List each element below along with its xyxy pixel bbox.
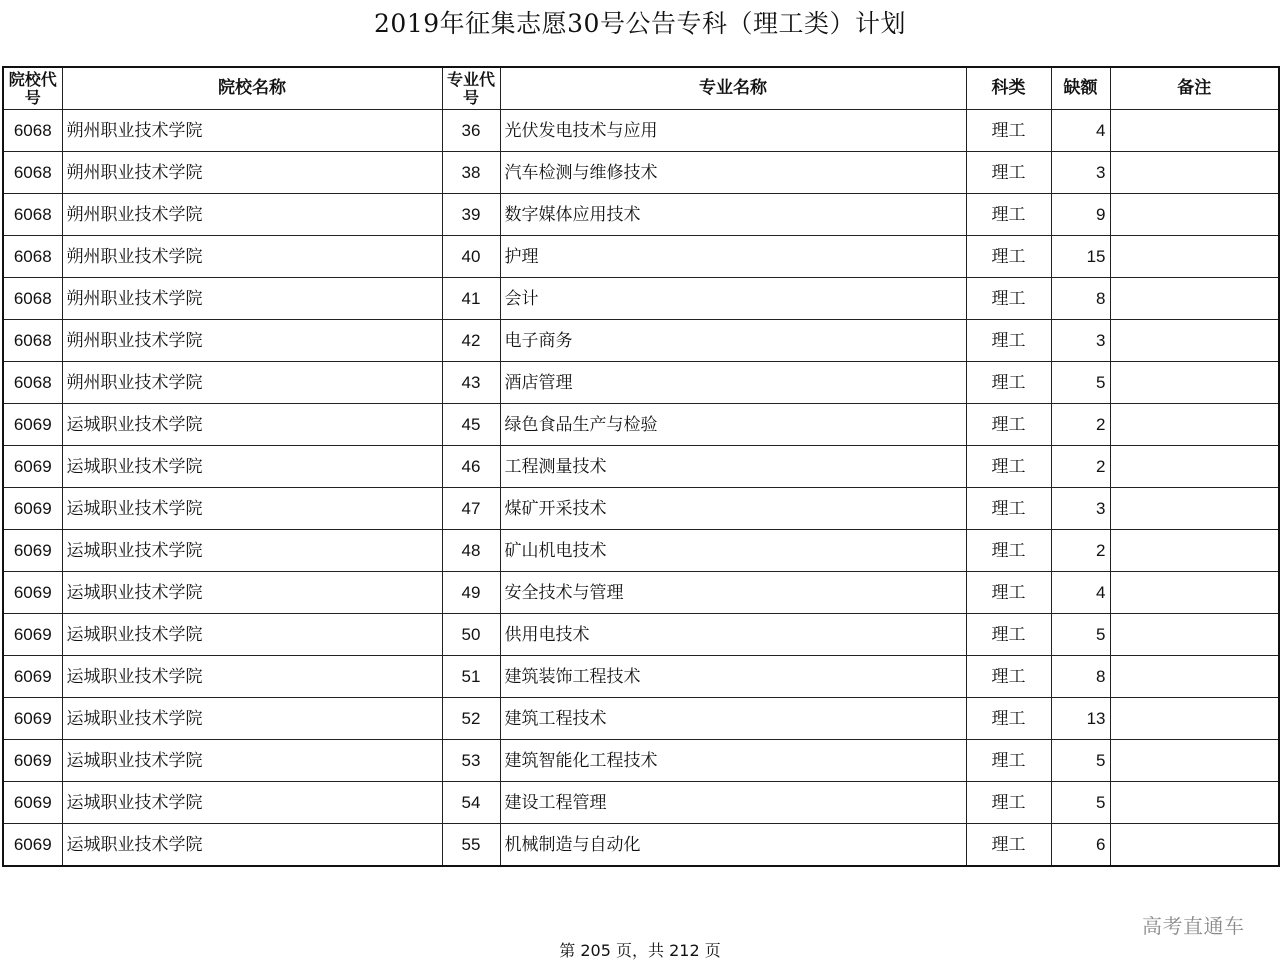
cell-major-name: 建设工程管理: [500, 782, 966, 824]
cell-quota: 5: [1051, 782, 1110, 824]
cell-major-code: 55: [442, 824, 500, 867]
cell-category: 理工: [966, 656, 1051, 698]
cell-major-name: 绿色食品生产与检验: [500, 404, 966, 446]
cell-note: [1110, 278, 1279, 320]
header-major-code: 专业代号: [442, 67, 500, 110]
cell-quota: 2: [1051, 446, 1110, 488]
header-note: 备注: [1110, 67, 1279, 110]
cell-note: [1110, 110, 1279, 152]
page-title: 2019年征集志愿30号公告专科（理工类）计划: [374, 9, 906, 38]
cell-quota: 5: [1051, 740, 1110, 782]
cell-school-name: 运城职业技术学院: [62, 656, 442, 698]
cell-major-name: 机械制造与自动化: [500, 824, 966, 867]
cell-quota: 15: [1051, 236, 1110, 278]
table-row: [3, 152, 1279, 194]
cell-quota: 4: [1051, 572, 1110, 614]
cell-major-code: 39: [442, 194, 500, 236]
cell-category: 理工: [966, 782, 1051, 824]
cell-category: 理工: [966, 530, 1051, 572]
cell-category: 理工: [966, 194, 1051, 236]
cell-note: [1110, 152, 1279, 194]
cell-major-name: 酒店管理: [500, 362, 966, 404]
cell-category: 理工: [966, 320, 1051, 362]
cell-major-name: 矿山机电技术: [500, 530, 966, 572]
cell-category: 理工: [966, 404, 1051, 446]
table-row: [3, 530, 1279, 572]
cell-major-code: 50: [442, 614, 500, 656]
cell-school-name: 运城职业技术学院: [62, 404, 442, 446]
cell-note: [1110, 656, 1279, 698]
watermark: 高考直通车: [1142, 914, 1245, 938]
cell-school-name: 朔州职业技术学院: [62, 152, 442, 194]
cell-quota: 13: [1051, 698, 1110, 740]
cell-note: [1110, 782, 1279, 824]
cell-note: [1110, 362, 1279, 404]
cell-note: [1110, 236, 1279, 278]
table-row: [3, 572, 1279, 614]
cell-school-code: 6069: [3, 782, 62, 824]
cell-school-code: 6069: [3, 446, 62, 488]
cell-school-code: 6069: [3, 488, 62, 530]
header-major-name: 专业名称: [500, 67, 966, 110]
cell-category: 理工: [966, 572, 1051, 614]
cell-school-name: 运城职业技术学院: [62, 530, 442, 572]
cell-category: 理工: [966, 698, 1051, 740]
cell-major-code: 45: [442, 404, 500, 446]
cell-major-code: 41: [442, 278, 500, 320]
cell-school-code: 6068: [3, 152, 62, 194]
cell-note: [1110, 530, 1279, 572]
table-row: [3, 698, 1279, 740]
cell-quota: 3: [1051, 152, 1110, 194]
cell-major-code: 51: [442, 656, 500, 698]
cell-major-code: 52: [442, 698, 500, 740]
cell-quota: 2: [1051, 530, 1110, 572]
cell-school-name: 朔州职业技术学院: [62, 110, 442, 152]
cell-note: [1110, 404, 1279, 446]
cell-major-name: 电子商务: [500, 320, 966, 362]
table-row: [3, 782, 1279, 824]
cell-school-name: 运城职业技术学院: [62, 698, 442, 740]
cell-category: 理工: [966, 362, 1051, 404]
plan-table: [2, 66, 1280, 867]
table-row: [3, 740, 1279, 782]
cell-school-code: 6068: [3, 278, 62, 320]
cell-school-code: 6069: [3, 698, 62, 740]
cell-school-name: 运城职业技术学院: [62, 488, 442, 530]
table-row: [3, 320, 1279, 362]
cell-school-code: 6068: [3, 194, 62, 236]
table-row: [3, 110, 1279, 152]
table-row: [3, 488, 1279, 530]
cell-major-code: 38: [442, 152, 500, 194]
cell-note: [1110, 320, 1279, 362]
cell-category: 理工: [966, 278, 1051, 320]
cell-major-code: 47: [442, 488, 500, 530]
table-row: [3, 404, 1279, 446]
cell-note: [1110, 824, 1279, 867]
cell-school-name: 朔州职业技术学院: [62, 278, 442, 320]
cell-major-name: 数字媒体应用技术: [500, 194, 966, 236]
cell-school-code: 6069: [3, 404, 62, 446]
cell-category: 理工: [966, 110, 1051, 152]
cell-school-code: 6069: [3, 740, 62, 782]
cell-school-code: 6069: [3, 530, 62, 572]
table-row: [3, 824, 1279, 867]
cell-major-name: 工程测量技术: [500, 446, 966, 488]
cell-school-name: 朔州职业技术学院: [62, 236, 442, 278]
cell-major-code: 36: [442, 110, 500, 152]
page-footer: 第 205 页，共 212 页: [559, 941, 721, 960]
cell-quota: 8: [1051, 656, 1110, 698]
cell-major-name: 安全技术与管理: [500, 572, 966, 614]
cell-major-code: 46: [442, 446, 500, 488]
cell-school-name: 朔州职业技术学院: [62, 194, 442, 236]
cell-major-code: 49: [442, 572, 500, 614]
cell-major-code: 48: [442, 530, 500, 572]
header-quota: 缺额: [1051, 67, 1110, 110]
cell-school-name: 运城职业技术学院: [62, 446, 442, 488]
cell-note: [1110, 572, 1279, 614]
cell-school-name: 朔州职业技术学院: [62, 320, 442, 362]
cell-school-name: 朔州职业技术学院: [62, 362, 442, 404]
cell-quota: 6: [1051, 824, 1110, 867]
cell-note: [1110, 740, 1279, 782]
cell-major-name: 建筑装饰工程技术: [500, 656, 966, 698]
cell-note: [1110, 614, 1279, 656]
cell-quota: 4: [1051, 110, 1110, 152]
cell-major-name: 建筑工程技术: [500, 698, 966, 740]
cell-school-name: 运城职业技术学院: [62, 572, 442, 614]
table-header-row: [3, 67, 1279, 110]
cell-school-code: 6068: [3, 320, 62, 362]
cell-school-code: 6069: [3, 824, 62, 867]
cell-quota: 5: [1051, 614, 1110, 656]
cell-note: [1110, 488, 1279, 530]
cell-category: 理工: [966, 740, 1051, 782]
cell-major-code: 42: [442, 320, 500, 362]
cell-school-name: 运城职业技术学院: [62, 740, 442, 782]
cell-note: [1110, 698, 1279, 740]
cell-quota: 3: [1051, 488, 1110, 530]
cell-quota: 2: [1051, 404, 1110, 446]
cell-major-name: 煤矿开采技术: [500, 488, 966, 530]
table-row: [3, 446, 1279, 488]
table-row: [3, 656, 1279, 698]
cell-note: [1110, 194, 1279, 236]
table-row: [3, 236, 1279, 278]
cell-category: 理工: [966, 614, 1051, 656]
cell-school-code: 6069: [3, 572, 62, 614]
cell-major-name: 会计: [500, 278, 966, 320]
header-school-name: 院校名称: [62, 67, 442, 110]
table-row: [3, 362, 1279, 404]
cell-category: 理工: [966, 488, 1051, 530]
table-body: [3, 110, 1279, 867]
table-row: [3, 614, 1279, 656]
cell-major-code: 43: [442, 362, 500, 404]
header-category: 科类: [966, 67, 1051, 110]
cell-quota: 8: [1051, 278, 1110, 320]
cell-major-name: 汽车检测与维修技术: [500, 152, 966, 194]
cell-school-code: 6069: [3, 614, 62, 656]
cell-major-name: 光伏发电技术与应用: [500, 110, 966, 152]
cell-major-code: 53: [442, 740, 500, 782]
cell-major-name: 建筑智能化工程技术: [500, 740, 966, 782]
cell-major-code: 40: [442, 236, 500, 278]
cell-quota: 9: [1051, 194, 1110, 236]
cell-major-name: 护理: [500, 236, 966, 278]
cell-school-name: 运城职业技术学院: [62, 824, 442, 867]
cell-major-name: 供用电技术: [500, 614, 966, 656]
cell-major-code: 54: [442, 782, 500, 824]
cell-note: [1110, 446, 1279, 488]
cell-school-code: 6068: [3, 110, 62, 152]
cell-category: 理工: [966, 824, 1051, 867]
cell-school-name: 运城职业技术学院: [62, 614, 442, 656]
header-school-code: 院校代号: [3, 67, 62, 110]
cell-category: 理工: [966, 446, 1051, 488]
cell-school-code: 6069: [3, 656, 62, 698]
cell-category: 理工: [966, 152, 1051, 194]
cell-school-code: 6068: [3, 362, 62, 404]
cell-school-name: 运城职业技术学院: [62, 782, 442, 824]
cell-school-code: 6068: [3, 236, 62, 278]
cell-quota: 5: [1051, 362, 1110, 404]
table-row: [3, 194, 1279, 236]
table-row: [3, 278, 1279, 320]
cell-quota: 3: [1051, 320, 1110, 362]
cell-category: 理工: [966, 236, 1051, 278]
